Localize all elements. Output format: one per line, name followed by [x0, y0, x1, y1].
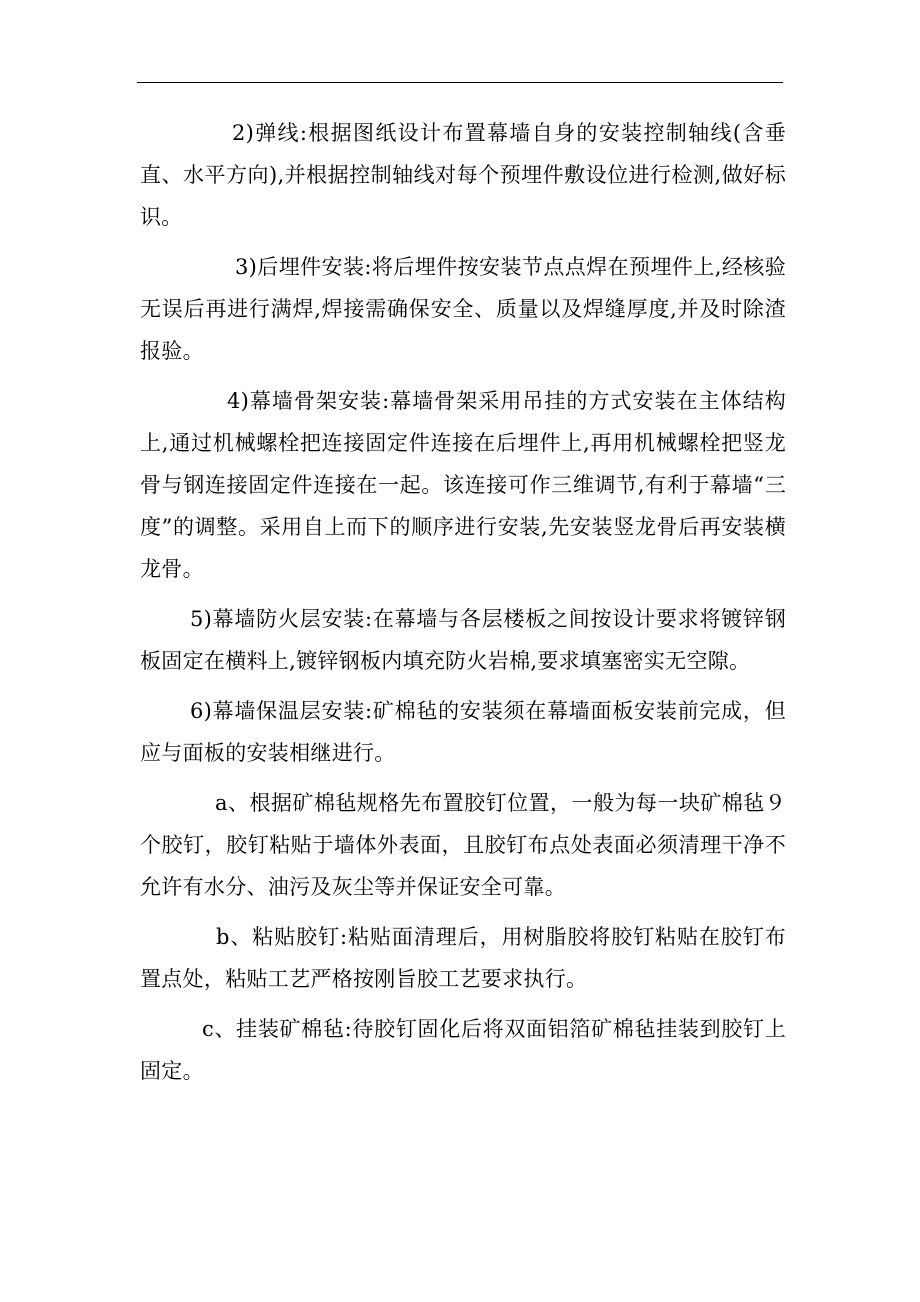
body-text	[140, 112, 786, 1100]
paragraph-item-a: a、根据矿棉毡规格先布置胶钉位置，一般为每一块矿棉毡９个胶钉，胶钉粘贴于墙体外表面，且胶钉布点处表面必须清理干净不允许有水分、油污及灰尘等并保证安全可靠。	[140, 791, 786, 899]
paragraph-curtain-wall-frame: 4)幕墙骨架安装:幕墙骨架采用吊挂的方式安装在主体结构上,通过机械螺栓把连接固定件连接在后埋件上,再用机械螺栓把竖龙骨与钢连接固定件连接在一起。该连接可作三维调节,有利于幕墙“三度”的调整。采用自上而下的顺序进行安装,先安装竖龙骨后再安装横龙骨。	[140, 389, 786, 581]
paragraph-post-embedded-parts: 3)后埋件安装:将后埋件按安装节点点焊在预埋件上,经核验无误后再进行满焊,焊接需确保安全、质量以及焊缝厚度,并及时除渣报验。	[140, 255, 786, 363]
paragraph-fireproof-layer: 5)幕墙防火层安装:在幕墙与各层楼板之间按设计要求将镀锌钢板固定在横料上,镀锌钢板内填充防火岩棉,要求填塞密实无空隙。	[140, 607, 786, 673]
paragraph-item-b: b、粘贴胶钉:粘贴面清理后，用树脂胶将胶钉粘贴在胶钉布置点处，粘贴工艺严格按刚旨胶工艺要求执行。	[140, 925, 786, 991]
paragraph-item-c: c、挂装矿棉毡:待胶钉固化后将双面铝箔矿棉毡挂装到胶钉上固定。	[140, 1017, 786, 1083]
paragraph-insulation-layer: 6)幕墙保温层安装:矿棉毡的安装须在幕墙面板安装前完成，但应与面板的安装相继进行。	[140, 699, 786, 765]
paragraph-snapping-line: 2)弹线:根据图纸设计布置幕墙自身的安装控制轴线(含垂直、水平方向),并根据控制轴线对每个预埋件敷设位进行检测,做好标识。	[140, 121, 786, 229]
header-rule	[137, 82, 783, 83]
